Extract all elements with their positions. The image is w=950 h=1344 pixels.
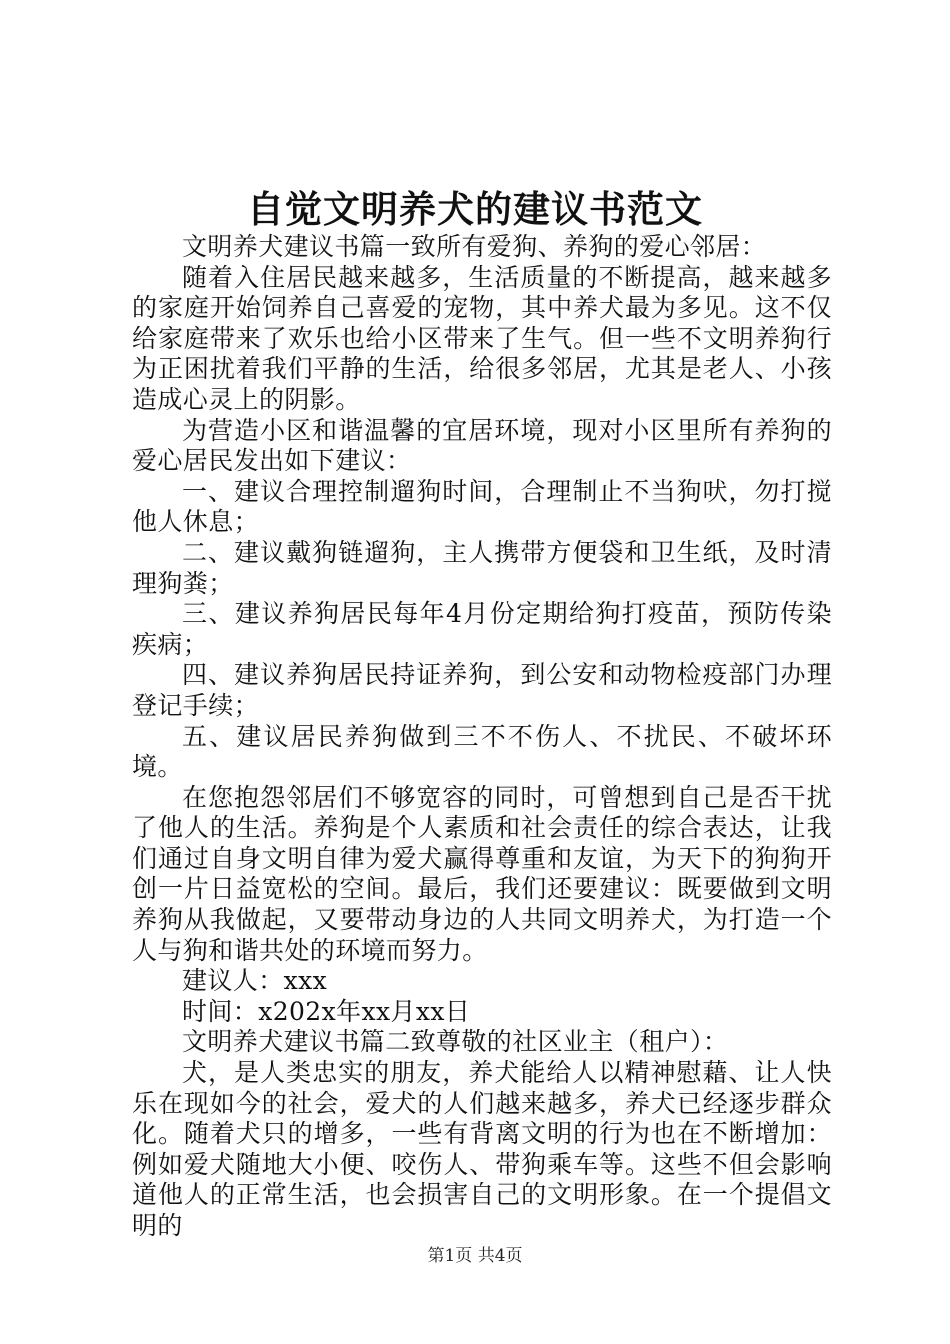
paragraph: 四、建议养狗居民持证养狗，到公安和动物检疫部门办理登记手续； xyxy=(132,660,832,720)
paragraph: 犬，是人类忠实的朋友，养犬能给人以精神慰藉、让人快乐在现如今的社会，爱犬的人们越来越多，养犬已经逐步群众化。随着犬只的增多，一些有背离文明的行为也在不断增加：例如爱犬随地大小便、咬伤人、带狗乘车等。这些不但会影响道他人的正常生活，也会损害自己的文明形象。在一个提倡文明的 xyxy=(132,1058,832,1240)
paragraph: 随着入住居民越来越多，生活质量的不断提高，越来越多的家庭开始饲养自己喜爱的宠物，其中养犬最为多见。这不仅给家庭带来了欢乐也给小区带来了生气。但一些不文明养狗行为正困扰着我们平静的生活，给很多邻居，尤其是老人、小孩造成心灵上的阴影。 xyxy=(132,262,832,414)
paragraph: 为营造小区和谐温馨的宜居环境，现对小区里所有养狗的爱心居民发出如下建议： xyxy=(132,415,832,476)
paragraph: 一、建议合理控制遛狗时间，合理制止不当狗吠，勿打搅他人休息； xyxy=(132,476,832,537)
paragraph: 在您抱怨邻居们不够宽容的同时，可曾想到自己是否干扰了他人的生活。养狗是个人素质和社会责任的综合表达，让我们通过自身文明自律为爱犬赢得尊重和友谊，为天下的狗狗开创一片日益宽松的空间。最后，我们还要建议：既要做到文明养狗从我做起，又要带动身边的人共同文明养犬，为打造一个人与狗和谐共处的环境而努力。 xyxy=(132,782,832,965)
page-number-footer: 第1页 共4页 xyxy=(427,1246,523,1266)
paragraph: 建议人：xxx xyxy=(182,966,328,996)
paragraph: 文明养犬建议书篇一致所有爱狗、养狗的爱心邻居： xyxy=(182,232,767,261)
paragraph: 时间：x202x年xx月xx日 xyxy=(182,996,471,1026)
document-title: 自觉文明养犬的建议书范文 xyxy=(247,187,703,231)
paragraph: 文明养犬建议书篇二致尊敬的社区业主（租户）： xyxy=(182,1027,729,1057)
paragraph: 二、建议戴狗链遛狗，主人携带方便袋和卫生纸，及时清理狗粪； xyxy=(132,537,832,598)
paragraph: 三、建议养狗居民每年4月份定期给狗打疫苗，预防传染疾病； xyxy=(132,599,832,659)
paragraph: 五、建议居民养狗做到三不不伤人、不扰民、不破坏环境。 xyxy=(132,721,832,782)
document-body xyxy=(132,232,832,1242)
